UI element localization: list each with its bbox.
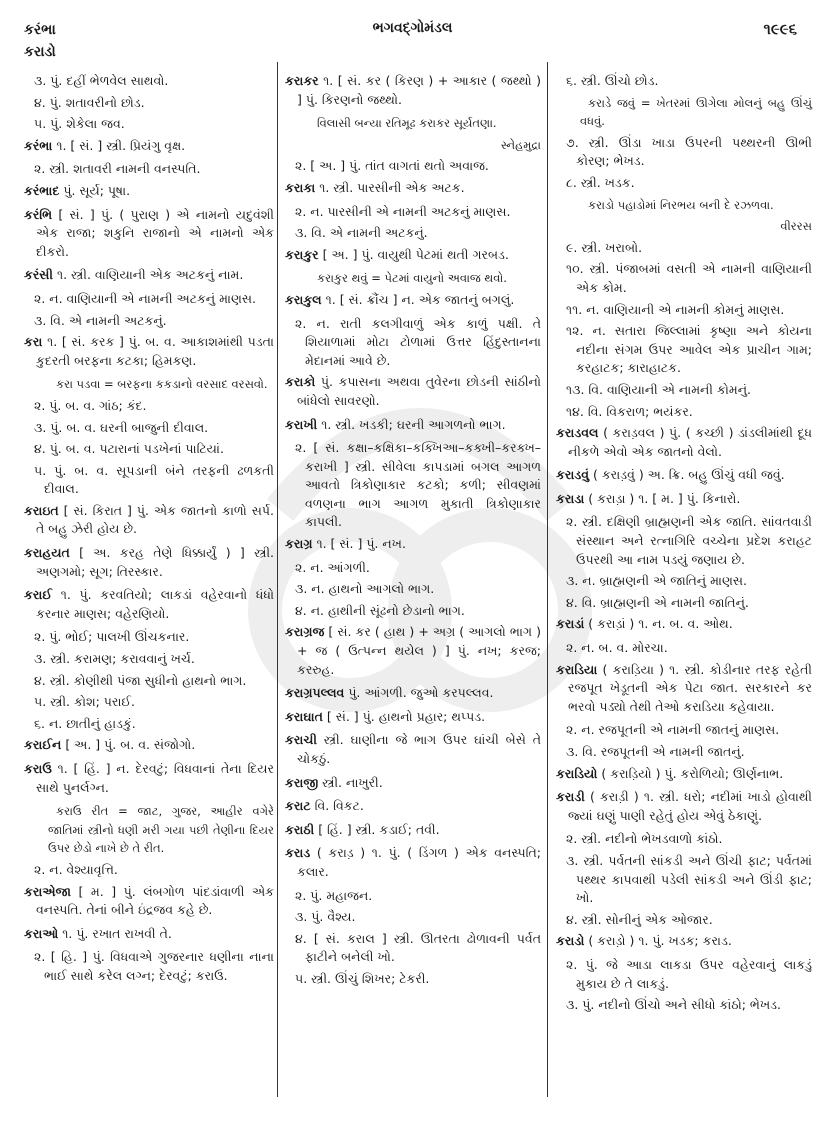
entry-sense [285,559,541,578]
quote-source [556,217,812,236]
dictionary-entry [24,925,274,944]
entry-text: [ મ. ] પું. લંબગોળ પાંદડાંવાળી એક વનસ્પતિ. તેનાં બીને ઇંદ્રજવ કહે છે. [36,883,274,918]
entry-text: ૩. ન. બ્રાહ્મણની એ જાતિનું માણસ. [566,573,747,589]
entry-text: ( કરાડ઼ો ) ૧. પું. ખડક; કરાડ. [588,933,732,949]
headword: કરાગ્રપલ્લવ [285,685,345,701]
dictionary-entry [24,137,274,156]
entry-sense [285,203,541,222]
dictionary-entry [24,883,274,920]
headword: કરાઉ [24,761,52,776]
headword: કરાકુર [285,246,319,262]
entry-text: ૧. સ્ત્રી. ખડકી; ઘરની આગળનો ભાગ. [321,416,506,432]
headword: કરાગ્ર [285,536,313,552]
entry-sense [24,861,274,880]
entry-text: સ્નેહમુદ્રા [500,137,541,152]
dictionary-entry [285,291,541,310]
dictionary-entry [556,615,812,634]
entry-text: ૨. ન. વાણિયાની એ નામની અટકનું માણસ. [34,290,256,306]
entry-text: ( કરાડ઼વું ) અ. ક્રિ. બહુ ઊંચું વધી જવું. [593,467,785,483]
dictionary-entry [556,932,812,951]
guide-word-first: કરંભા [24,22,56,38]
entry-text: ૨. સ્ત્રી. નદીનો ભેખડવાળો કાંઠો. [566,831,723,847]
dictionary-entry [285,72,541,109]
column-1 [24,72,274,989]
entry-text: ૨. ન. આંગળી. [295,559,370,575]
entry-sense [24,160,274,179]
headword: કરાડો [556,933,585,949]
entry-text: ૧. પું. રખાત રાખવી તે. [62,925,172,941]
entry-text: [ હિં. ] સ્ત્રી. કડાઈ; તવી. [318,821,440,837]
dictionary-entry [24,760,274,797]
entry-sense [24,419,274,438]
dictionary-entry [24,182,274,201]
dictionary-entry [24,502,274,539]
entry-sense [556,301,812,320]
entry-text: સ્ત્રી. ઘાણીના જે ભાગ ઉપર ઘાંચી બેસે તે ચોકઠું. [297,732,541,766]
entry-text: ૮. સ્ત્રી. ખડક. [566,174,635,190]
entry-sense [556,911,812,930]
entry-sense [556,513,812,569]
dictionary-entry [285,774,541,793]
headword: કરાડવું [556,467,590,483]
entry-text: ૨. પું. બ. વ. ગાંઠ; કંદ. [34,397,147,413]
column-2 [285,72,541,992]
entry-text: ૨. સ્ત્રી. શતાવરી નામની વનસ્પતિ. [34,161,201,177]
headword: કરાઇત [24,502,59,518]
entry-sense [285,224,541,243]
headword: કરંભા [24,137,53,153]
entry-text: ૪. [ સં. કરાલ ] સ્ત્રી. ઊતરતા ઢોળાવની પર્વત ફાટીને બનેલી ખો. [295,930,541,965]
entry-text: ૧૨. ન. સતારા જિલ્લામાં કૃષ્ણા અને કોયના નદીના સંગમ ઉપર આવેલ એક પ્રાચીન ગામ; કરહાટક; કારાહાટક. [566,323,812,376]
dictionary-entry [556,490,812,509]
entry-sense [556,239,812,258]
entry-text: ૫. સ્ત્રી. કોશ; પરાઈ. [34,694,136,710]
entry-sense [24,650,274,669]
headword: કરાડ [285,845,311,861]
entry-text: ૨. ન. પારસીની એ નામની અટકનું માણસ. [295,203,511,219]
entry-text: કરા પડવા = બરફના કકડાનો વરસાદ વરસવો. [56,377,268,392]
entry-text: [ અ. ] પું. બ. વ. સંજોગો. [65,737,196,753]
entry-sense [24,462,274,499]
entry-text: ૧૧. ન. વાણિયાની એ નામની કોમનું માણસ. [566,301,785,317]
dictionary-entry [285,684,541,703]
headword: કરાએજા [24,883,71,899]
entry-sense [24,672,274,691]
entry-text: વીરરસ [780,219,812,234]
column-divider [547,62,548,1097]
entry-sense [285,439,541,532]
usage-example [24,375,274,394]
entry-sense [556,996,812,1015]
entry-text: ૪. પું. બ. વ. પટારાનાં પડખેનાં પાટિયાં. [34,441,224,457]
entry-sense [24,312,274,331]
entry-text: ૧. [ સં. કર ( કિરણ ) + આકાર ( જથ્થો ) ] પું. કિરણનો જથ્થો. [297,73,541,107]
entry-sense [24,628,274,647]
entry-text: ૨. પું. મહાજન. [295,887,373,903]
entry-text: સ્ત્રી. નાખુરી. [322,774,383,790]
headword: કરાઈ [24,587,53,603]
entry-text: ૩. પું. દહીં ભેળવેલ સાથવો. [34,73,169,88]
entry-sense [285,580,541,599]
headword: કરાકા [285,179,316,195]
dictionary-entry [556,661,812,717]
entry-text: ૨. પું. ભોઈ; પાલખી ઊંચકનાર. [34,629,190,645]
entry-sense [24,397,274,416]
entry-sense [556,322,812,378]
entry-sense [24,94,274,113]
entry-text: ( કરાડ઼ા ) ૧. [ મ. ] પું. કિનારો. [588,490,741,506]
entry-text: ૧૩. વિ. વાણિયાની એ નામની કોમનું. [566,381,751,397]
entry-sense [24,290,274,309]
entry-text: ૩. પું. બ. વ. ઘરની બાજુની દીવાલ. [34,419,209,435]
entry-text: ૧. સ્ત્રી. પારસીની એક અટક. [319,179,465,195]
usage-example [24,802,274,858]
dictionary-entry [24,586,274,623]
dictionary-entry [556,788,812,825]
headword: કરાહયત [24,545,70,561]
entry-text: ૪. સ્ત્રી. કોણીથી પંજા સુધીનો હાથનો ભાગ. [34,672,247,688]
entry-sense [556,134,812,171]
entry-text: ૩. સ્ત્રી. કરામણ; કરાવવાનું ખર્ચ. [34,651,195,667]
entry-sense [556,381,812,400]
entry-text: વિલાસી બન્યા રતિમૂઢ કરાકર સૂર્યતણા. [317,116,497,131]
dictionary-entry [556,765,812,784]
entry-sense [24,440,274,459]
entry-text: ( કરાડ઼િયો ) પું. કરોળિયો; ઊર્ણનાભ. [601,765,784,781]
entry-text: ૪. પું. શતાવરીનો છોડ. [34,94,145,110]
entry-text: [ સં. કર ( હાથ ) + અગ્ર ( આગલો ભાગ ) + જ ( ઉત્પન્ન થયેલ ) ] પું. નખ; કરજ; કરરુહ. [297,624,541,677]
dictionary-entry [24,206,274,262]
entry-sense [556,403,812,422]
headword: કરાકો [285,374,316,390]
entry-text: ૩. સ્ત્રી. પર્વતની સાંકડી અને ઊંચી ફાટ; પર્વતમાં પથ્થર કાપવાથી પડેલી સાંકડી અને ઊંડી ફાટ; ખો. [566,852,812,906]
entry-text: ૩. વિ. રજપૂતની એ નામની જાતનું. [566,744,745,759]
headword: કરાડિયો [556,765,598,781]
entry-text: ૪. વિ. બ્રાહ્મણની એ નામની જાતિનું. [566,594,749,610]
entry-sense [285,602,541,621]
entry-sense [285,970,541,989]
entry-sense [24,693,274,712]
entry-text: ૨. સ્ત્રી. દક્ષિણી બ્રાહ્મણની એક જાતિ. સાંવતવાડી સંસ્થાન અને રત્નાગિરિ વચ્ચેના પ્રદેશ કરાહટ ઉપરથી આ નામ પડયું જણાય છે. [566,514,812,567]
entry-text: ૧. [ સં. ] પું. નખ. [316,536,406,552]
entry-text: ૪. સ્ત્રી. સોનીનું એક ઓજાર. [566,911,713,927]
column-3 [556,72,812,1018]
entry-sense [24,948,274,985]
entry-text: ૬. ન. છાતીનું હાડકું. [34,715,136,731]
entry-sense [24,72,274,91]
dictionary-entry [285,731,541,768]
entry-text: પું. કપાસના અથવા તુવેરના છોડની સાંઠીનો બાંધેલો સાવરણો. [297,374,541,408]
dictionary-entry [24,266,274,285]
headword: કરંસી [24,267,53,283]
headword: કરાકુલ [285,291,322,307]
headword: કરાજી [285,774,319,790]
headword: કરાડાં [556,616,585,632]
entry-text: કરાડો પહાડોમાં નિરભય બની દે રઝળવા. [588,197,774,212]
headword: કરાઠી [285,821,315,837]
entry-text: ૨. [ સં. કક્ષા–કક્ષિકા–કક્ખિઆ–કક્ખી–કરક્ખ–કરાખી ] સ્ત્રી. સીવેલા કાપડામાં બગલ આગળ આવતો ત્રિકોણાકાર કટકો; કળી; સીવણમાં વળણના ભાગ આગળ મુકાતી ત્રિકોણાકાર કાપલી. [295,440,541,530]
headword: કરાખી [285,416,318,432]
dictionary-entry [285,844,541,881]
dictionary-entry [285,623,541,679]
entry-text: [ અ. કરહ તેણે ધિક્કાર્યું ) ] સ્ત્રી. અણગમો; સૂગ; તિરસ્કાર. [36,545,274,579]
entry-text: ( કરાડ઼િયા ) ૧. સ્ત્રી. કોડીનાર તરફ રહેતી રજપૂત ખેડૂતની એક પેટા જાત. સરકારને કર ભરવો પડ્યો તેથી તેઓ કરાડિયા કહેવાયા. [568,661,812,714]
entry-text: ૭. સ્ત્રી. ઊંડા ખાડા ઉપરની પથ્થરની ઊભી કોરણ; ભેખડ. [566,134,812,169]
entry-text: ૧. સ્ત્રી. વાણિયાની એક અટકનું નામ. [56,267,244,283]
dictionary-entry [285,535,541,554]
entry-text: ૧. પું. કરવતિયો; લાકડાં વહેરવાનો ધંધો કરનાર માણસ; વહેરણિયો. [36,587,274,621]
dictionary-entry [285,797,541,816]
page-title: ભગવદ્ગોમંડલ [372,20,453,36]
headword: કરાડા [556,490,585,506]
entry-text: કરાકુર થવું = પેટમાં વાયુનો અવાજ થવો. [317,271,507,286]
entry-text: [ સં. ] પું. ( પુરાણ ) એ નામનો યદુવંશી એક રાજા; શકુનિ રાજાનો એ નામનો એક દીકરો. [36,206,274,259]
entry-text: ૬. સ્ત્રી. ઊંચો છોડ. [566,73,659,88]
dictionary-entry [24,333,274,370]
entry-text: કરાડે જવું = ખેતરમાં ઊગેલા મોલનું બહુ ઊંચું વધવું. [580,95,812,129]
entry-text: ( કરાડ઼ી ) ૧. સ્ત્રી. ધરો; નદીમાં ખાડો હોવાથી જ્યાં ઘણું પાણી રહેતું હોય એવું ઠેકાણું. [568,789,812,823]
entry-text: ૨. ન. વેશ્યાવૃત્તિ. [34,861,118,877]
headword: કરંભાદ [24,182,60,198]
entry-text: ૧. [ સં. ] સ્ત્રી. પ્રિયંગુ વૃક્ષ. [56,137,186,153]
headword: કરા [24,334,43,350]
dictionary-entry [556,466,812,485]
entry-text: ૨. પું. જે આડા લાકડા ઉપર વહેરવાનું લાકડું મુકાય છે તે લાકડું. [566,956,812,991]
dictionary-entry [285,821,541,840]
entry-text: ૪. ન. હાથીની સૂંઢનો છેડાનો ભાગ. [295,602,465,618]
page-number: ૧૯૯૬ [763,20,797,38]
entry-text: [ સં. ] પું. હાથનો પ્રહાર; થપ્પડ. [326,708,486,724]
usage-example [285,269,541,288]
dictionary-entry [556,424,812,461]
entry-text: ૧૦. સ્ત્રી. પંજાબમાં વસતી એ નામની વાણિયાની એક કોમ. [566,261,812,295]
dictionary-entry [285,416,541,435]
entry-sense [556,572,812,591]
entry-sense [556,594,812,613]
entry-text: ૫. પું. શેકેલા જવ. [34,116,125,132]
headword: કરંભિ [24,206,53,222]
entry-text: ૨. ન. રાતી કલગીવાળું એક કાળું પક્ષી. તે શિયાળામાં મોટા ટોળામાં ઉત્તર હિંદુસ્તાનના મેદાનમાં આવે છે. [295,315,541,368]
entry-text: [ સં. કિરાત ] પું. એક જાતનો કાળો સર્પ. તે બહુ ઝેરી હોય છે. [36,502,274,537]
entry-text: વિ. વિકટ. [314,798,364,814]
entry-sense [285,315,541,371]
entry-sense [556,260,812,297]
entry-text: ૧. [ સં. કરક ] પું. બ. વ. આકાશમાંથી પડતા કુદરતી બરફના કટકા; હિમકણ. [36,334,274,368]
quote-source [285,136,541,155]
guide-word-last: કરાડો [24,44,56,60]
entry-text: ૩. પું. નદીનો ઊંચો અને સીધો કાંઠો; ભેખડ. [566,997,781,1013]
entry-text: ( કરાડ઼વલ ) પું. ( કચ્છી ) ડાંડલીમાંથી દૂધ નીકળે એવો એક જાતનો વેલો. [568,425,812,459]
entry-sense [285,930,541,967]
entry-sense [556,72,812,91]
entry-text: ૧. [ હિં. ] ન. દેરવટું; વિધવાનાં તેના દિયર સાથે પુનર્લગ્ન. [36,761,274,795]
entry-text: [ અ. ] પું. વાયુથી પેટમાં થતી ગરબડ. [322,246,509,262]
dictionary-entry [285,708,541,727]
entry-text: ૩. પું. વૈશ્ય. [295,909,356,925]
entry-sense [556,852,812,908]
headword: કરાઓ [24,925,59,941]
entry-text: પું. સૂર્ય; પૂષા. [63,182,131,198]
entry-text: પું. આંગળી. જુઓ કરપલ્લવ. [348,685,494,701]
dictionary-entry [285,246,541,265]
entry-text: ૨. ન. રજપૂતની એ નામની જાતનું માણસ. [566,722,780,738]
entry-sense [556,174,812,193]
usage-example [556,196,812,215]
entry-text: ૫. પું. બ. વ. સૂપડાની બંને તરફની ઢળકતી દીવાલ. [34,462,274,497]
entry-text: ૨. [ હિ. ] પું. વિધવાએ ગુજરનાર ધણીના નાના ભાઈ સાથે કરેલ લગ્ન; દેરવટું; કરાઉ. [34,949,274,983]
entry-text: ૩. વિ. એ નામની અટકનું. [34,312,167,328]
headword: કરાચી [285,732,317,748]
headword: કરાગ્રજ [285,624,325,640]
column-divider [277,62,278,1097]
headword: કરાટ [285,798,311,814]
entry-sense [285,887,541,906]
entry-text: ( કરાડ઼ ) ૧. પું. ( ડિંગળ ) એક વનસ્પતિ; કલાર. [297,845,541,879]
entry-text: ૧૪. વિ. વિકરાળ; ભયંકર. [566,403,693,419]
dictionary-entry [285,373,541,410]
entry-sense [285,908,541,927]
headword: કરાકર [285,73,319,88]
headword: કરાડવલ [556,425,599,441]
usage-example [556,94,812,131]
headword: કરાઈન [24,737,62,753]
entry-text: ૨. ન. બ. વ. મોરચા. [566,640,668,656]
entry-text: ૩. વિ. એ નામની અટકનું. [295,225,428,241]
dictionary-entry [24,544,274,581]
entry-sense [285,157,541,176]
entry-text: ૧. [ સં. ક્રૌંચ ] ન. એક જાતનું બગલું. [325,291,515,307]
entry-sense [24,715,274,734]
dictionary-entry [24,736,274,755]
entry-text: ૫. સ્ત્રી. ઊંચું શિખર; ટેકરી. [295,970,430,986]
headword: કરાઘાત [285,708,323,724]
entry-sense [556,721,812,740]
headword: કરાડી [556,789,585,805]
entry-sense [556,956,812,993]
dictionary-entry [285,179,541,198]
entry-sense [556,743,812,762]
usage-example [285,114,541,133]
entry-sense [556,830,812,849]
entry-text: ૯. સ્ત્રી. ખરાબો. [566,239,643,255]
entry-text: ૩. ન. હાથનો આગલો ભાગ. [295,581,435,597]
entry-sense [556,639,812,658]
entry-sense [24,115,274,134]
headword: કરાડિયા [556,661,598,677]
entry-text: ( કરાડ઼ાં ) ૧. ન. બ. વ. ઓથ. [588,616,733,632]
entry-text: ૨. [ અ. ] પું. તાંત વાગતાં થતો અવાજ. [295,158,489,174]
entry-text: કરાઉ રીત = જાટ, ગુજર, આહીર વગેરે જાતિમાં સ્ત્રીનો ધણી મરી ગયા પછી તેણીના દિયર ઉપર છેડો નાખે છે તે રીત. [48,804,274,856]
